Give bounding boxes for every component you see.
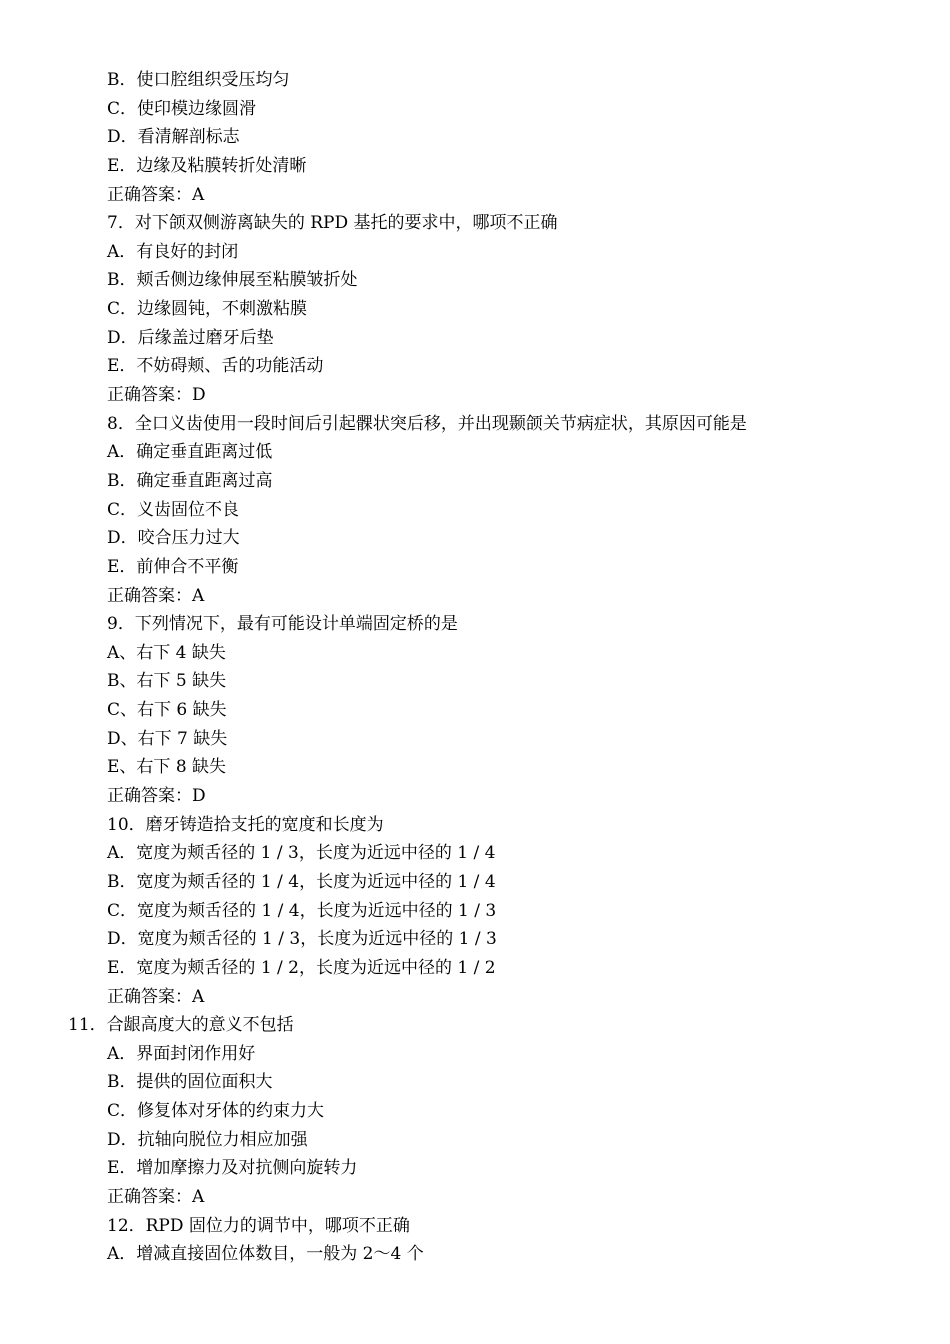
text-line: 正确答案：A [107, 184, 205, 205]
text-line: 12．RPD 固位力的调节中，哪项不正确 [107, 1215, 410, 1236]
text-line: 正确答案：A [107, 1186, 205, 1207]
text-line: D．咬合压力过大 [107, 528, 240, 549]
text-line: B．宽度为颊舌径的 1 / 4，长度为近远中径的 1 / 4 [107, 871, 496, 892]
text-line: A、右下 4 缺失 [107, 642, 226, 663]
text-line: D．抗轴向脱位力相应加强 [107, 1129, 308, 1150]
text-line: 10．磨牙铸造拾支托的宽度和长度为 [107, 814, 384, 835]
text-line: C．边缘圆钝，不刺激粘膜 [107, 299, 308, 320]
text-line: A．确定垂直距离过低 [107, 442, 273, 463]
text-line: D．宽度为颊舌径的 1 / 3，长度为近远中径的 1 / 3 [107, 929, 497, 950]
text-line: E．不妨碍颊、舌的功能活动 [107, 356, 324, 377]
text-line: B．确定垂直距离过高 [107, 470, 273, 491]
text-line: C．义齿固位不良 [107, 499, 240, 520]
text-line: E、右下 8 缺失 [107, 757, 227, 778]
text-line: 9．下列情况下，最有可能设计单端固定桥的是 [107, 614, 458, 635]
text-line: 正确答案：A [107, 585, 205, 606]
text-line: A．宽度为颊舌径的 1 / 3，长度为近远中径的 1 / 4 [107, 843, 496, 864]
text-line: D、右下 7 缺失 [107, 728, 228, 749]
text-line: 7．对下颌双侧游离缺失的 RPD 基托的要求中，哪项不正确 [107, 213, 558, 234]
text-line: D．后缘盖过磨牙后垫 [107, 327, 274, 348]
text-line: C．修复体对牙体的约束力大 [107, 1101, 325, 1122]
text-line: B．使口腔组织受压均匀 [107, 70, 290, 90]
text-line: 正确答案：A [107, 986, 205, 1007]
text-line: E．前伸合不平衡 [107, 556, 239, 577]
text-line: 11．合龈高度大的意义不包括 [68, 1015, 294, 1036]
text-line: E．增加摩擦力及对抗侧向旋转力 [107, 1158, 358, 1179]
text-line: E．边缘及粘膜转折处清晰 [107, 155, 307, 176]
text-line: 正确答案：D [107, 385, 206, 406]
text-line: C、右下 6 缺失 [107, 700, 227, 721]
document-page [0, 66, 950, 1269]
text-line: C．使印模边缘圆滑 [107, 98, 257, 119]
text-line: 正确答案：D [107, 786, 206, 807]
text-line: B．颊舌侧边缘伸展至粘膜皱折处 [107, 270, 358, 291]
text-line: B、右下 5 缺失 [107, 671, 227, 692]
text-line: A．增减直接固位体数目，一般为 2～4 个 [107, 1244, 424, 1265]
text-line: B．提供的固位面积大 [107, 1072, 273, 1093]
text-line: C．宽度为颊舌径的 1 / 4，长度为近远中径的 1 / 3 [107, 900, 497, 921]
text-line: D．看清解剖标志 [107, 127, 240, 148]
text-line: A．有良好的封闭 [107, 241, 239, 262]
text-line: A．界面封闭作用好 [107, 1043, 256, 1064]
text-line: 8．全口义齿使用一段时间后引起髁状突后移，并出现颞颌关节病症状，其原因可能是 [107, 413, 747, 434]
text-line: E．宽度为颊舌径的 1 / 2，长度为近远中径的 1 / 2 [107, 957, 496, 978]
